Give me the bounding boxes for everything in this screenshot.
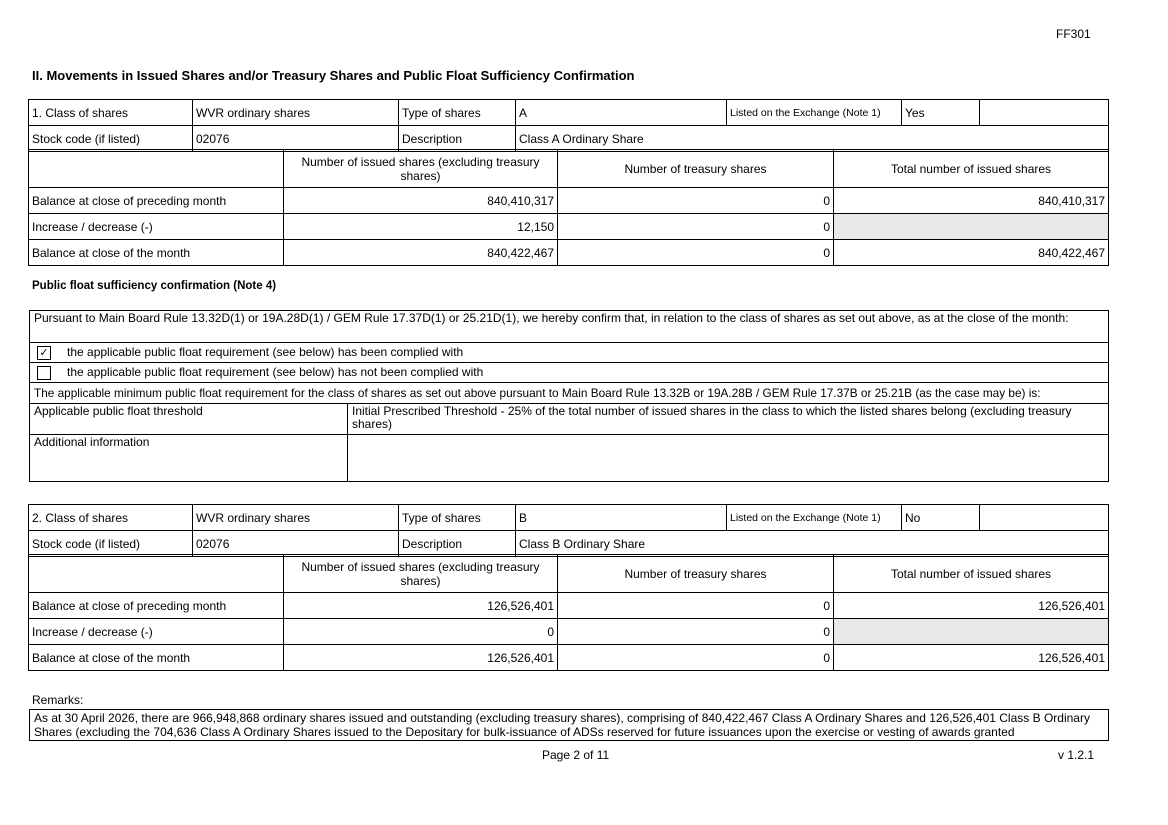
movement-table-2 [28, 554, 1109, 671]
description-value: Class B Ordinary Share [516, 531, 1109, 557]
class-table-2 [28, 504, 1109, 557]
table-row [29, 619, 1109, 645]
description-label: Description [399, 126, 516, 152]
public-float-title: Public float sufficiency confirmation (Note 4) [32, 280, 277, 292]
header-blank [29, 555, 284, 593]
option-not-complied-label: the applicable public float requirement (see below) has not been complied with [67, 365, 484, 379]
treasury-value: 0 [558, 214, 834, 240]
remarks-label: Remarks: [32, 693, 84, 707]
section-title: II. Movements in Issued Shares and/or Treasury Shares and Public Float Sufficiency Confirmation [32, 68, 635, 83]
type-value: A [516, 100, 727, 126]
treasury-value: 0 [558, 188, 834, 214]
class-value: WVR ordinary shares [193, 100, 399, 126]
row-label: Increase / decrease (-) [29, 619, 284, 645]
issued-value: 126,526,401 [284, 593, 558, 619]
stock-code-value: 02076 [193, 531, 399, 557]
row-label: Balance at close of preceding month [29, 188, 284, 214]
version-label: v 1.2.1 [1058, 748, 1095, 762]
class-table-1 [28, 99, 1109, 152]
empty-cell [980, 100, 1109, 126]
option-complied-label: the applicable public float requirement (see below) has been complied with [67, 345, 464, 359]
page-number: Page 2 of 11 [542, 748, 610, 762]
public-float-intro: Pursuant to Main Board Rule 13.32D(1) or 19A.28D(1) / GEM Rule 17.37D(1) or 25.21D(1), we hereby confirm that, in relation to the class of shares as set out above, as at the close of the month: [30, 311, 1108, 343]
empty-cell [980, 505, 1109, 531]
stock-code-value: 02076 [193, 126, 399, 152]
type-value: B [516, 505, 727, 531]
total-value: 126,526,401 [834, 593, 1109, 619]
total-value: 840,410,317 [834, 188, 1109, 214]
threshold-value: Initial Prescribed Threshold - 25% of the total number of issued shares in the class to which the listed shares belong (excluding treasury shares) [352, 404, 1072, 431]
additional-info-row [30, 435, 1108, 481]
class-label: 1. Class of shares [29, 100, 193, 126]
description-value: Class A Ordinary Share [516, 126, 1109, 152]
row-label: Balance at close of preceding month [29, 593, 284, 619]
type-label: Type of shares [399, 505, 516, 531]
treasury-value: 0 [558, 645, 834, 671]
public-float-box [29, 310, 1109, 482]
issued-value: 840,410,317 [284, 188, 558, 214]
header-issued: Number of issued shares (excluding treasury shares) [284, 150, 558, 188]
treasury-value: 0 [558, 619, 834, 645]
header-issued: Number of issued shares (excluding treasury shares) [284, 555, 558, 593]
header-total: Total number of issued shares [834, 555, 1109, 593]
stock-code-label: Stock code (if listed) [29, 531, 193, 557]
description-label: Description [399, 531, 516, 557]
checkbox-complied[interactable]: ✓ [37, 346, 51, 360]
treasury-value: 0 [558, 240, 834, 266]
row-label: Balance at close of the month [29, 645, 284, 671]
issued-value: 0 [284, 619, 558, 645]
listed-value: No [902, 505, 980, 531]
class-label: 2. Class of shares [29, 505, 193, 531]
total-value: 126,526,401 [834, 645, 1109, 671]
row-label: Increase / decrease (-) [29, 214, 284, 240]
header-treasury: Number of treasury shares [558, 150, 834, 188]
total-value: 840,422,467 [834, 240, 1109, 266]
header-blank [29, 150, 284, 188]
header-treasury: Number of treasury shares [558, 555, 834, 593]
minimum-requirement-text: The applicable minimum public float requirement for the class of shares as set out above pursuant to Main Board Rule 13.32B or 19A.28B / GEM Rule 17.37B or 25.21B (as the case may be) is: [30, 383, 1108, 404]
table-row [29, 645, 1109, 671]
additional-info-label: Additional information [30, 435, 348, 481]
movement-table-1 [28, 149, 1109, 266]
checkbox-not-complied[interactable] [37, 366, 51, 380]
header-total: Total number of issued shares [834, 150, 1109, 188]
option-not-complied[interactable] [30, 363, 1108, 383]
issued-value: 840,422,467 [284, 240, 558, 266]
listed-label: Listed on the Exchange (Note 1) [727, 100, 902, 126]
option-complied[interactable] [30, 343, 1108, 363]
threshold-label: Applicable public float threshold [30, 404, 348, 434]
listed-value: Yes [902, 100, 980, 126]
type-label: Type of shares [399, 100, 516, 126]
issued-value: 126,526,401 [284, 645, 558, 671]
threshold-row [30, 404, 1108, 435]
issued-value: 12,150 [284, 214, 558, 240]
stock-code-label: Stock code (if listed) [29, 126, 193, 152]
table-row [29, 214, 1109, 240]
total-value [834, 619, 1109, 645]
table-row [29, 188, 1109, 214]
class-value: WVR ordinary shares [193, 505, 399, 531]
listed-label: Listed on the Exchange (Note 1) [727, 505, 902, 531]
remarks-text: As at 30 April 2026, there are 966,948,868 ordinary shares issued and outstanding (excluding treasury shares), comprising of 840,422,467 Class A Ordinary Shares and 126,526,401 Class B Ordinary Shares (excluding the 704,636 Class A Ordinary Shares issued to the Depositary for bulk-issuance of ADSs reserved for future issuances upon the exercise or vesting of awards granted [29, 709, 1109, 741]
row-label: Balance at close of the month [29, 240, 284, 266]
additional-info-value [348, 435, 1108, 481]
total-value [834, 214, 1109, 240]
form-code: FF301 [1056, 27, 1091, 41]
table-row [29, 593, 1109, 619]
treasury-value: 0 [558, 593, 834, 619]
table-row [29, 240, 1109, 266]
